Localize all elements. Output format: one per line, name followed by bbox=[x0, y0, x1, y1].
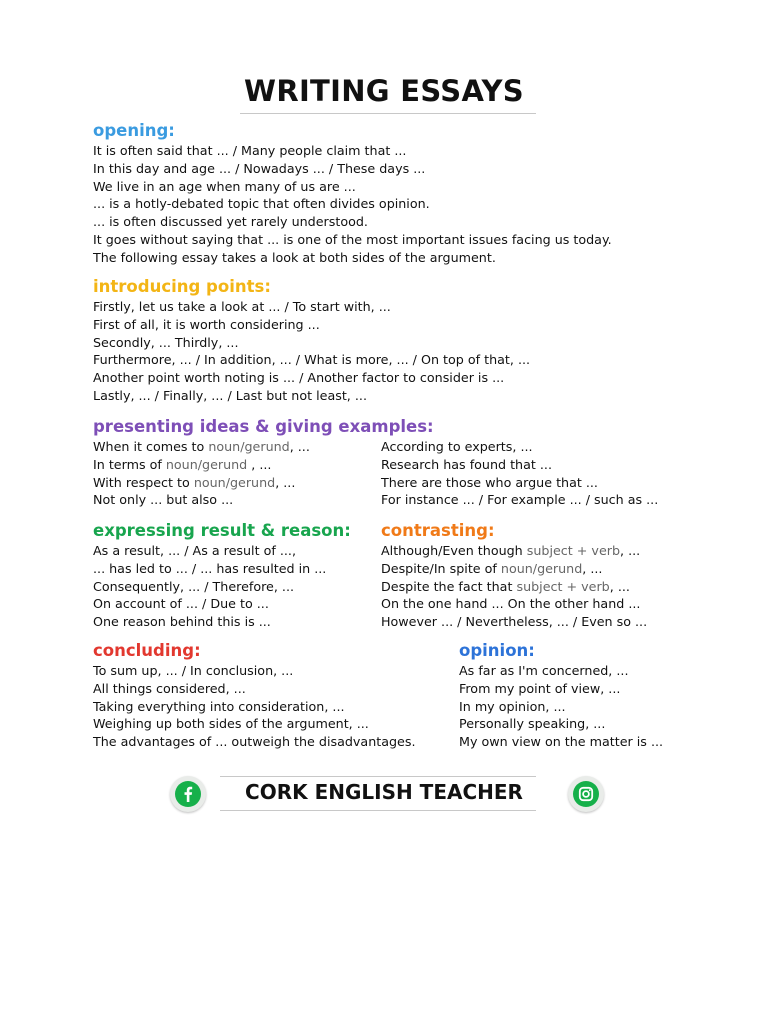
contrasting-line: Despite the fact that subject + verb, ... bbox=[381, 578, 630, 594]
introducing-line: First of all, it is worth considering ... bbox=[93, 316, 320, 332]
opinion-line: As far as I'm concerned, ... bbox=[459, 663, 629, 678]
page-title: WRITING ESSAYS bbox=[244, 74, 524, 108]
contrasting-line: However ... / Nevertheless, ... / Even so ... bbox=[381, 614, 648, 630]
heading-introducing-points: introducing points: bbox=[93, 277, 271, 296]
opening-line: It goes without saying that ... is one of the most important issues facing us today. bbox=[93, 231, 612, 247]
opinion-line: From my point of view, ... bbox=[459, 680, 621, 696]
concluding-line: All things considered, ... bbox=[93, 680, 246, 696]
footer-top-rule bbox=[220, 776, 536, 777]
contrasting-line: Despite/In spite of noun/gerund, ... bbox=[381, 560, 603, 576]
introducing-line: Furthermore, ... / In addition, ... / What is more, ... / On top of that, ... bbox=[93, 352, 531, 368]
contrasting-line: Although/Even though subject + verb, ... bbox=[381, 543, 641, 558]
opinion-line: My own view on the matter is ... bbox=[459, 734, 664, 750]
concluding-line: To sum up, ... / In conclusion, ... bbox=[93, 663, 294, 678]
footer-brand-text: CORK ENGLISH TEACHER bbox=[245, 780, 523, 804]
concluding-line: Weighing up both sides of the argument, ... bbox=[93, 716, 369, 732]
presenting-right-line: There are those who argue that ... bbox=[381, 474, 598, 490]
section-presenting-ideas-right bbox=[381, 438, 658, 509]
presenting-right-line: Research has found that ... bbox=[381, 456, 552, 472]
opening-line: ... is often discussed yet rarely understood. bbox=[93, 214, 368, 230]
introducing-line: Lastly, ... / Finally, ... / Last but not least, ... bbox=[93, 387, 367, 403]
concluding-line: Taking everything into consideration, ... bbox=[93, 698, 345, 714]
section-contrasting bbox=[381, 520, 647, 631]
heading-opinion: opinion: bbox=[459, 641, 535, 660]
heading-contrasting: contrasting: bbox=[381, 521, 495, 540]
opinion-line: Personally speaking, ... bbox=[459, 716, 606, 732]
concluding-line: The advantages of ... outweigh the disadvantages. bbox=[93, 734, 416, 750]
presenting-left-line: With respect to noun/gerund, ... bbox=[93, 474, 296, 490]
section-opening bbox=[93, 120, 612, 267]
opinion-line: In my opinion, ... bbox=[459, 698, 566, 714]
section-opinion bbox=[459, 640, 663, 751]
heading-result-reason: expressing result & reason: bbox=[93, 521, 351, 540]
introducing-line: Firstly, let us take a look at ... / To start with, ... bbox=[93, 299, 391, 314]
presenting-left-line: Not only ... but also ... bbox=[93, 492, 234, 508]
result-line: One reason behind this is ... bbox=[93, 614, 271, 630]
presenting-right-line: According to experts, ... bbox=[381, 439, 533, 454]
heading-concluding: concluding: bbox=[93, 641, 201, 660]
contrasting-line: On the one hand ... On the other hand ... bbox=[381, 596, 641, 612]
heading-opening: opening: bbox=[93, 121, 175, 140]
presenting-left-line: When it comes to noun/gerund, ... bbox=[93, 439, 310, 454]
result-line: ... has led to ... / ... has resulted in ... bbox=[93, 560, 327, 576]
heading-presenting-ideas: presenting ideas & giving examples: bbox=[93, 417, 434, 436]
opening-line: The following essay takes a look at both sides of the argument. bbox=[93, 249, 496, 265]
instagram-icon[interactable] bbox=[568, 776, 604, 812]
presenting-left-line: In terms of noun/gerund , ... bbox=[93, 456, 272, 472]
result-line: Consequently, ... / Therefore, ... bbox=[93, 578, 295, 594]
presenting-right-line: For instance ... / For example ... / such as ... bbox=[381, 492, 659, 508]
opening-line: In this day and age ... / Nowadays ... / These days ... bbox=[93, 160, 426, 176]
opening-line: It is often said that ... / Many people claim that ... bbox=[93, 143, 407, 158]
section-concluding bbox=[93, 640, 416, 751]
title-underline bbox=[240, 113, 536, 114]
result-line: On account of ... / Due to ... bbox=[93, 596, 269, 612]
introducing-line: Another point worth noting is ... / Another factor to consider is ... bbox=[93, 370, 505, 386]
section-introducing-points bbox=[93, 276, 530, 405]
opening-line: We live in an age when many of us are ... bbox=[93, 178, 356, 194]
result-line: As a result, ... / As a result of ..., bbox=[93, 543, 296, 558]
opening-line: ... is a hotly-debated topic that often divides opinion. bbox=[93, 196, 430, 212]
footer-bottom-rule bbox=[220, 810, 536, 811]
introducing-line: Secondly, ... Thirdly, ... bbox=[93, 334, 239, 350]
section-result-reason bbox=[93, 520, 351, 631]
